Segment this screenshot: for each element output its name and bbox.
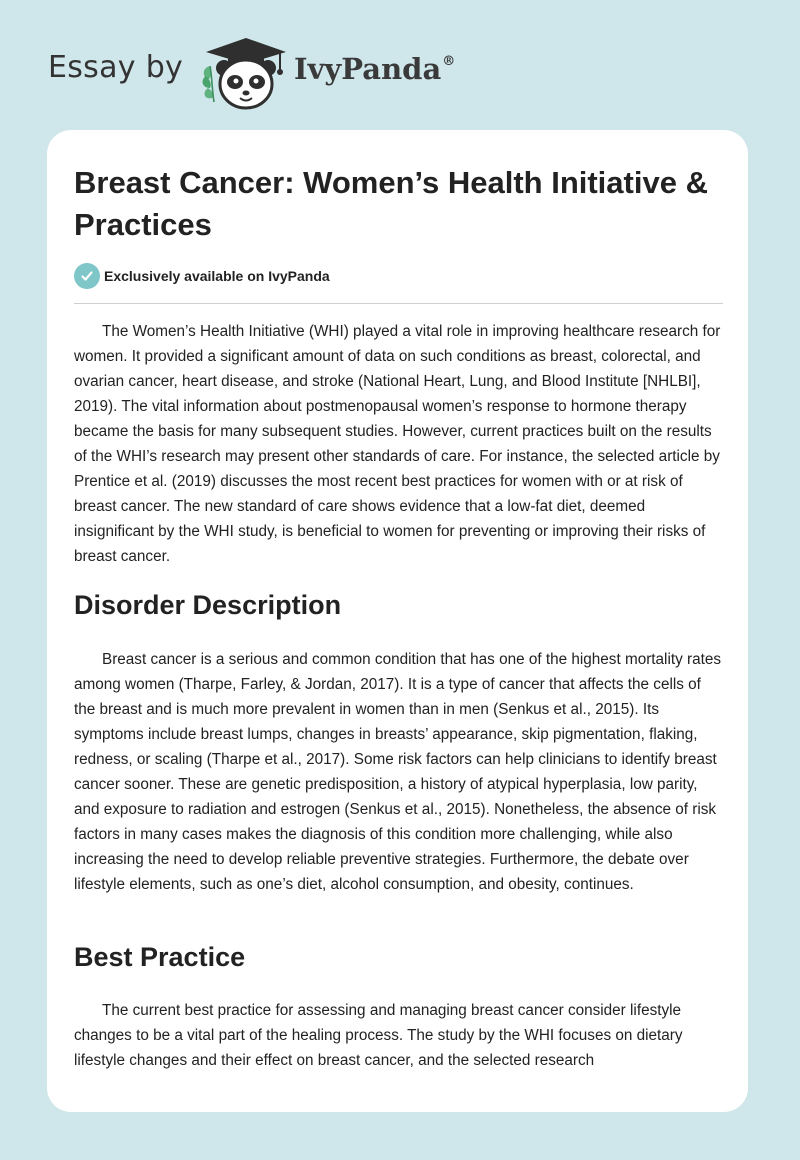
ivypanda-logo-icon[interactable]: [200, 36, 292, 110]
section-heading-best-practice: Best Practice: [74, 942, 246, 972]
check-icon: [74, 263, 100, 289]
article-title: Breast Cancer: Women’s Health Initiative & Practices: [74, 165, 708, 242]
site-header: [0, 0, 800, 130]
essay-by-label: Essay by: [48, 50, 184, 85]
intro-paragraph: The Women’s Health Initiative (WHI) played a vital role in improving healthcare research for women. It provided a significant amount of data on such conditions as breast, colorectal, and ovarian cancer, heart disease, and stroke (National Heart, Lung, and Blood Institute [NHLBI], 2019). The vital information about postmenopausal women’s response to hormone therapy became the basis for many subsequent studies. However, current practices built on the results of the WHI’s research may present other standards of care. For instance, the selected article by Prentice et al. (2019) discusses the most recent best practices for women with or at risk of breast cancer. The new standard of care shows evidence that a low-fat diet, deemed insignificant by the WHI study, is beneficial to women for preventing or improving their risks of breast cancer.: [74, 323, 721, 565]
exclusive-badge: [74, 263, 330, 289]
section-heading-disorder-description: Disorder Description: [74, 590, 342, 620]
disorder-description-paragraph: Breast cancer is a serious and common condition that has one of the highest mortality rates among women (Tharpe, Farley, & Jordan, 2017). It is a type of cancer that affects the cells of the breast and is much more prevalent in women than in men (Senkus et al., 2015). Its symptoms include breast lumps, changes in breasts’ appearance, skip pigmentation, flaking, redness, or scaling (Tharpe et al., 2017). Some risk factors can help clinicians to identify breast cancer sooner. These are genetic predisposition, a history of atypical hyperplasia, low parity, and exposure to radiation and estrogen (Senkus et al., 2015). Nonetheless, the absence of risk factors in many cases makes the diagnosis of this condition more challenging, while also increasing the need to develop reliable preventive strategies. Furthermore, the debate over lifestyle elements, such as one’s diet, alcohol consumption, and obesity, continues.: [74, 651, 722, 893]
badge-label: Exclusively available on IvyPanda: [104, 268, 330, 284]
divider: [74, 303, 723, 304]
best-practice-paragraph: The current best practice for assessing and managing breast cancer consider lifestyle changes to be a vital part of the healing process. The study by the WHI focuses on dietary lifestyle changes and their effect on breast cancer, and the selected research: [74, 1002, 683, 1069]
article-card: [47, 130, 748, 1112]
brand-name[interactable]: IvyPanda®: [294, 52, 456, 86]
